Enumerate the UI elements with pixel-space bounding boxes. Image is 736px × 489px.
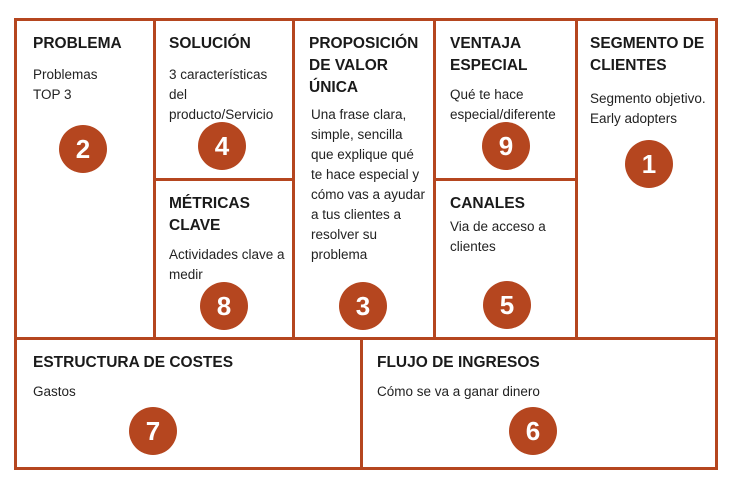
block-metricas-title: MÉTRICAS CLAVE	[169, 195, 250, 234]
block-costes-desc: Gastos	[33, 384, 76, 399]
block-problema-desc: Problemas TOP 3	[33, 67, 98, 102]
block-costes	[14, 337, 363, 470]
block-ingresos	[360, 337, 718, 470]
block-canales	[433, 178, 578, 340]
block-costes-number: 7	[129, 407, 177, 455]
block-problema	[14, 18, 156, 340]
block-ingresos-number: 6	[509, 407, 557, 455]
block-ventaja-title: VENTAJA ESPECIAL	[450, 35, 528, 74]
block-ventaja-number: 9	[482, 122, 530, 170]
block-segmento-number: 1	[625, 140, 673, 188]
block-ingresos-title: FLUJO DE INGRESOS	[377, 354, 540, 371]
block-canales-title: CANALES	[450, 195, 525, 212]
block-propuesta-desc: Una frase clara, simple, sencilla que explique qué te hace especial y cómo vas a ayudar a tus clientes a resolver su problema	[311, 107, 426, 262]
block-propuesta-title: PROPOSICIÓN DE VALOR ÚNICA	[309, 35, 419, 96]
block-metricas-desc: Actividades clave a medir	[169, 247, 285, 282]
block-ventaja	[433, 18, 578, 181]
block-solucion	[153, 18, 295, 181]
block-canales-number: 5	[483, 281, 531, 329]
block-ingresos-desc: Cómo se va a ganar dinero	[377, 384, 540, 399]
block-metricas	[153, 178, 295, 340]
block-costes-title: ESTRUCTURA DE COSTES	[33, 354, 234, 371]
block-solucion-desc: 3 características del producto/Servicio	[169, 67, 274, 122]
block-solucion-number: 4	[198, 122, 246, 170]
block-ventaja-desc: Qué te hace especial/diferente	[450, 87, 556, 122]
block-segmento	[575, 18, 718, 340]
lean-canvas	[14, 18, 718, 470]
block-propuesta	[292, 18, 436, 340]
block-metricas-number: 8	[200, 282, 248, 330]
block-problema-title: PROBLEMA	[33, 35, 122, 52]
block-segmento-desc: Segmento objetivo. Early adopters	[590, 91, 706, 126]
block-canales-desc: Via de acceso a clientes	[450, 219, 546, 254]
block-problema-number: 2	[59, 125, 107, 173]
block-propuesta-number: 3	[339, 282, 387, 330]
block-solucion-title: SOLUCIÓN	[169, 35, 251, 52]
block-segmento-title: SEGMENTO DE CLIENTES	[590, 35, 705, 74]
